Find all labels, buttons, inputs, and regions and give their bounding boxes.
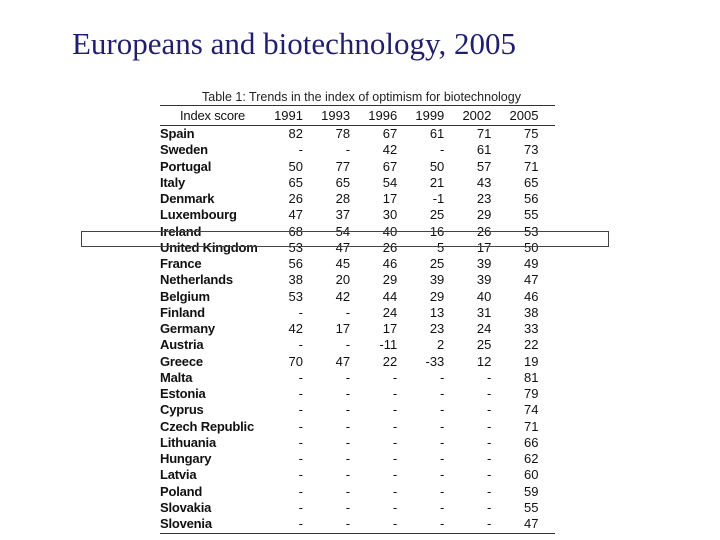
slide-title: Europeans and biotechnology, 2005 — [72, 26, 516, 61]
score-cell: 45 — [335, 256, 351, 271]
score-cell: 5 — [437, 239, 445, 255]
score-cell: - — [439, 386, 445, 401]
table-row — [160, 370, 555, 386]
score-cell: 53 — [288, 288, 303, 304]
score-cell: - — [345, 369, 351, 385]
score-cell: 13 — [429, 304, 445, 320]
score-cell: - — [392, 418, 398, 434]
score-cell: 66 — [524, 434, 539, 450]
table-row — [160, 272, 555, 288]
score-cell: 77 — [335, 158, 351, 174]
score-cell: 57 — [476, 158, 492, 174]
table-row — [160, 451, 555, 467]
score-cell: 22 — [382, 353, 398, 369]
score-cell: 39 — [476, 256, 492, 271]
score-cell: 20 — [335, 272, 351, 288]
score-cell: 50 — [288, 158, 303, 174]
table-row — [160, 142, 555, 158]
score-cell: 67 — [382, 158, 398, 174]
score-cell: - — [298, 304, 303, 320]
score-cell: - — [439, 402, 445, 418]
score-cell: 54 — [382, 174, 398, 190]
score-cell: - — [487, 516, 492, 531]
score-cell: - — [345, 434, 351, 450]
score-cell: 26 — [476, 223, 492, 239]
table-body — [160, 126, 555, 532]
country-cell: Malta — [160, 369, 193, 385]
table-row — [160, 126, 555, 142]
country-cell: Spain — [160, 126, 195, 141]
score-cell: - — [487, 369, 492, 385]
column-header: 2005 — [509, 108, 539, 123]
score-cell: 38 — [524, 304, 539, 320]
score-cell: 71 — [524, 158, 539, 174]
table-bottom-rule — [160, 533, 555, 534]
score-cell: 44 — [382, 288, 398, 304]
score-cell: -11 — [379, 337, 398, 353]
score-cell: 40 — [476, 288, 492, 304]
table-top-rule — [160, 105, 555, 106]
score-cell: 70 — [288, 353, 303, 369]
score-cell: 17 — [335, 321, 351, 336]
score-cell: - — [298, 451, 303, 466]
score-cell: 81 — [524, 369, 539, 385]
score-cell: - — [439, 467, 445, 483]
score-cell: 47 — [335, 239, 351, 255]
table-row — [160, 386, 555, 402]
score-cell: - — [298, 386, 303, 401]
table-row — [160, 159, 555, 175]
table-row — [160, 354, 555, 370]
table-row — [160, 467, 555, 483]
column-header: 1991 — [274, 108, 303, 123]
table-row — [160, 289, 555, 305]
score-cell: 26 — [288, 191, 303, 206]
country-cell: Germany — [160, 321, 215, 336]
country-cell: Portugal — [160, 158, 212, 174]
score-cell: - — [439, 369, 445, 385]
score-cell: 17 — [382, 191, 398, 206]
country-cell: Cyprus — [160, 402, 204, 418]
score-cell: 38 — [288, 272, 303, 288]
column-header: 1999 — [415, 108, 445, 123]
table-row — [160, 435, 555, 451]
score-cell: 31 — [476, 304, 492, 320]
score-cell: 67 — [382, 126, 398, 141]
country-cell: Ireland — [160, 223, 202, 239]
score-cell: - — [439, 516, 445, 531]
score-cell: 55 — [524, 207, 539, 223]
score-cell: 53 — [288, 239, 303, 255]
country-cell: Belgium — [160, 288, 210, 304]
score-cell: 65 — [335, 174, 351, 190]
score-cell: 56 — [288, 256, 303, 271]
table-row — [160, 175, 555, 191]
score-cell: 79 — [524, 386, 539, 401]
score-cell: - — [487, 467, 492, 483]
country-cell: Hungary — [160, 451, 212, 466]
score-cell: - — [487, 386, 492, 401]
score-cell: 62 — [524, 451, 539, 466]
score-cell: 28 — [335, 191, 351, 206]
country-cell: Denmark — [160, 191, 215, 206]
score-cell: 47 — [524, 516, 539, 531]
score-cell: 59 — [524, 483, 539, 499]
score-cell: 25 — [429, 207, 445, 223]
score-cell: 29 — [429, 288, 445, 304]
score-cell: - — [392, 499, 398, 515]
score-cell: - — [298, 499, 303, 515]
score-cell: 42 — [335, 288, 351, 304]
table-row — [160, 484, 555, 500]
score-cell: - — [392, 386, 398, 401]
score-cell: - — [345, 402, 351, 418]
table-row — [160, 321, 555, 337]
score-cell: 60 — [524, 467, 539, 483]
score-cell: - — [439, 499, 445, 515]
score-cell: 25 — [429, 256, 445, 271]
country-cell: France — [160, 256, 202, 271]
country-cell: Latvia — [160, 467, 197, 483]
score-cell: - — [487, 434, 492, 450]
score-cell: 47 — [524, 272, 539, 288]
score-cell: 61 — [476, 142, 492, 158]
score-cell: - — [298, 418, 303, 434]
score-cell: 2 — [437, 337, 445, 353]
table-row — [160, 207, 555, 223]
ireland-highlight-box — [81, 231, 609, 247]
score-cell: 56 — [524, 191, 539, 206]
score-cell: 24 — [382, 304, 398, 320]
country-cell: Sweden — [160, 142, 208, 158]
score-cell: - — [345, 499, 351, 515]
score-cell: 40 — [382, 223, 398, 239]
score-cell: 71 — [476, 126, 492, 141]
score-cell: - — [345, 304, 351, 320]
score-cell: - — [487, 499, 492, 515]
score-cell: 29 — [382, 272, 398, 288]
score-cell: 43 — [476, 174, 492, 190]
score-cell: 46 — [382, 256, 398, 271]
score-cell: 46 — [524, 288, 539, 304]
score-cell: - — [298, 402, 303, 418]
score-cell: 53 — [524, 223, 539, 239]
score-cell: - — [487, 451, 492, 466]
score-cell: 50 — [524, 239, 539, 255]
score-cell: 55 — [524, 499, 539, 515]
score-cell: - — [298, 434, 303, 450]
score-cell: - — [439, 434, 445, 450]
optimism-table — [160, 90, 555, 534]
score-cell: - — [345, 516, 351, 531]
table-row — [160, 191, 555, 207]
score-cell: - — [345, 142, 351, 158]
score-cell: 26 — [382, 239, 398, 255]
score-cell: - — [439, 142, 445, 158]
score-cell: 33 — [524, 321, 539, 336]
score-cell: 49 — [524, 256, 539, 271]
score-cell: - — [487, 402, 492, 418]
score-cell: - — [392, 516, 398, 531]
table-header-row — [160, 108, 555, 124]
table-row — [160, 500, 555, 516]
score-cell: 17 — [382, 321, 398, 336]
score-cell: - — [392, 451, 398, 466]
score-cell: 75 — [524, 126, 539, 141]
score-cell: 39 — [429, 272, 445, 288]
score-cell: - — [439, 451, 445, 466]
score-cell: - — [392, 434, 398, 450]
country-cell: Lithuania — [160, 434, 216, 450]
score-cell: - — [345, 483, 351, 499]
score-cell: 37 — [335, 207, 351, 223]
score-cell: 82 — [288, 126, 303, 141]
score-cell: 71 — [524, 418, 539, 434]
country-cell: Italy — [160, 174, 186, 190]
country-cell: Estonia — [160, 386, 206, 401]
score-cell: 74 — [524, 402, 539, 418]
score-cell: - — [345, 386, 351, 401]
table-row — [160, 256, 555, 272]
column-header: 1993 — [321, 108, 351, 123]
score-cell: - — [345, 467, 351, 483]
score-cell: - — [392, 483, 398, 499]
column-header: 1996 — [368, 108, 398, 123]
score-cell: 17 — [476, 239, 492, 255]
country-cell: Slovenia — [160, 516, 212, 531]
score-cell: 78 — [335, 126, 351, 141]
country-cell: United Kingdom — [160, 239, 258, 255]
score-cell: - — [392, 369, 398, 385]
country-cell: Slovakia — [160, 499, 212, 515]
score-cell: - — [345, 451, 351, 466]
table-row — [160, 337, 555, 353]
score-cell: - — [298, 337, 303, 353]
score-cell: 23 — [429, 321, 445, 336]
table-row — [160, 305, 555, 321]
score-cell: 29 — [476, 207, 492, 223]
score-cell: - — [392, 467, 398, 483]
score-cell: 47 — [335, 353, 351, 369]
country-cell: Greece — [160, 353, 203, 369]
country-cell: Finland — [160, 304, 205, 320]
score-cell: 54 — [335, 223, 351, 239]
column-header: 2002 — [462, 108, 492, 123]
country-cell: Czech Republic — [160, 418, 254, 434]
score-cell: - — [298, 467, 303, 483]
country-cell: Austria — [160, 337, 204, 353]
score-cell: 47 — [288, 207, 303, 223]
table-row — [160, 419, 555, 435]
score-cell: 23 — [476, 191, 492, 206]
score-cell: 42 — [288, 321, 303, 336]
score-cell: - — [487, 418, 492, 434]
score-cell: -33 — [425, 353, 445, 369]
score-cell: 39 — [476, 272, 492, 288]
score-cell: 24 — [476, 321, 492, 336]
score-cell: 19 — [524, 353, 539, 369]
score-cell: - — [298, 369, 303, 385]
score-cell: 42 — [382, 142, 398, 158]
score-cell: - — [345, 418, 351, 434]
table-row — [160, 516, 555, 532]
score-cell: - — [298, 516, 303, 531]
country-cell: Luxembourg — [160, 207, 237, 223]
score-cell: -1 — [432, 191, 445, 206]
table-caption: Table 1: Trends in the index of optimism for biotechnology — [202, 90, 521, 104]
score-cell: 12 — [476, 353, 492, 369]
score-cell: 22 — [524, 337, 539, 353]
score-cell: 61 — [429, 126, 445, 141]
score-cell: - — [298, 483, 303, 499]
score-cell: 30 — [382, 207, 398, 223]
score-cell: - — [487, 483, 492, 499]
score-cell: - — [392, 402, 398, 418]
score-cell: 73 — [524, 142, 539, 158]
score-cell: 65 — [288, 174, 303, 190]
score-cell: - — [439, 418, 445, 434]
score-cell: 50 — [429, 158, 445, 174]
score-cell: - — [439, 483, 445, 499]
country-cell: Netherlands — [160, 272, 233, 288]
score-cell: - — [298, 142, 303, 158]
score-cell: 65 — [524, 174, 539, 190]
score-cell: - — [345, 337, 351, 353]
table-row — [160, 402, 555, 418]
score-cell: 25 — [476, 337, 492, 353]
score-cell: 21 — [429, 174, 445, 190]
country-cell: Poland — [160, 483, 203, 499]
column-header: Index score — [180, 108, 246, 123]
score-cell: 16 — [429, 223, 445, 239]
score-cell: 68 — [288, 223, 303, 239]
